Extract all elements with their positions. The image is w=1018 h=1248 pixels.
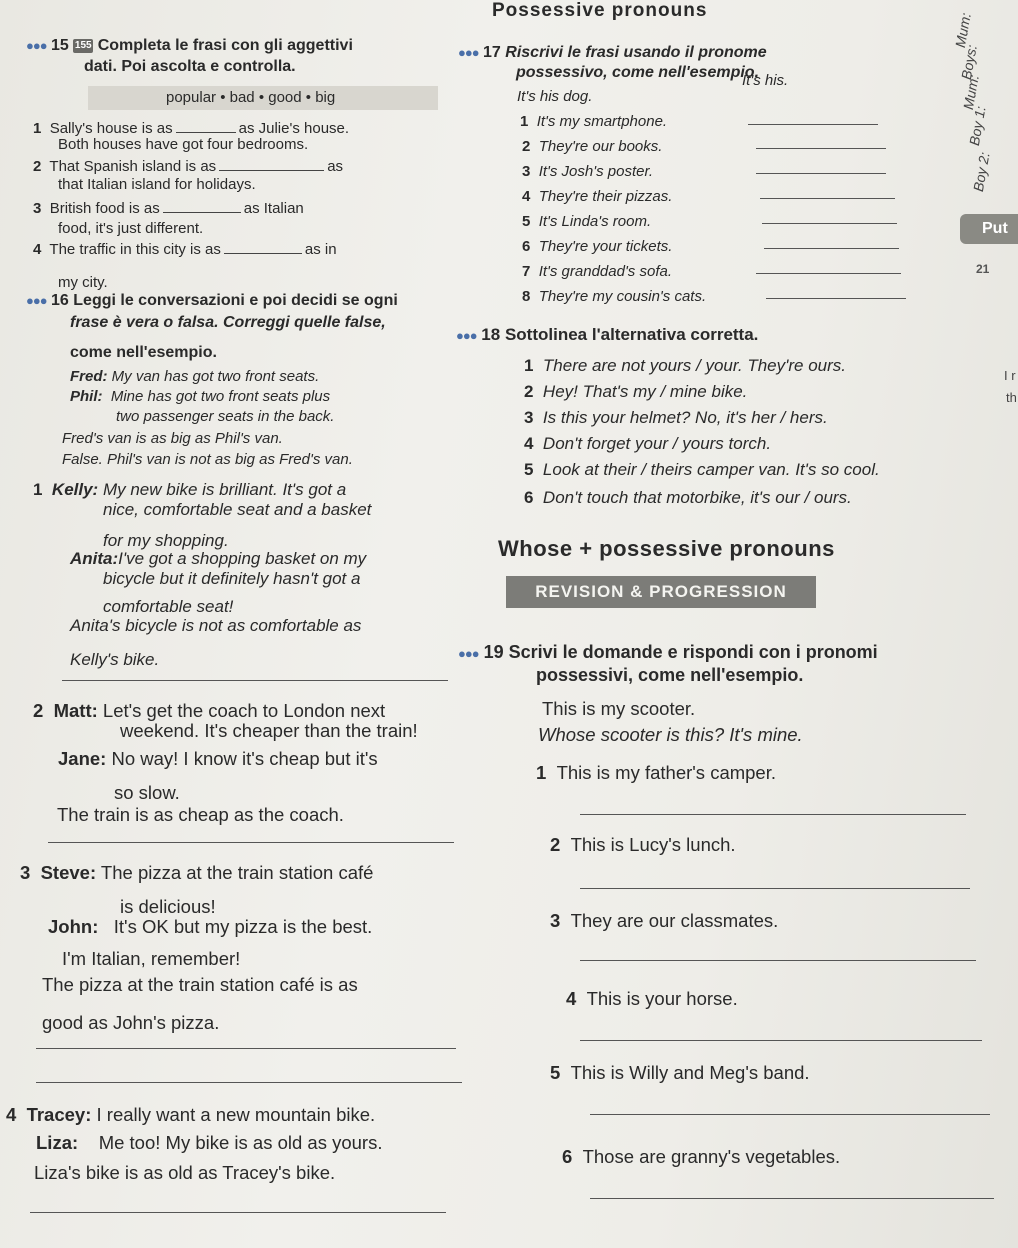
ex16-dialog-3-line-2: is delicious! [120,896,216,917]
item-number: 2 [524,382,534,401]
ex16-instruction-3: come nell'esempio. [70,344,217,361]
item-text: They're their pizzas. [538,188,673,205]
item-number: 3 [33,200,42,217]
ex16-answer-line-4[interactable] [30,1212,446,1213]
ex19-answer-line-1[interactable] [580,814,966,815]
ex19-instruction-2: possessivi, come nell'esempio. [536,665,804,685]
item-text[interactable]: Don't forget your / yours torch. [542,434,772,453]
item-text: They're our books. [538,138,663,155]
ex19-answer-line-3[interactable] [580,960,976,961]
ex17-header [458,44,767,62]
item-number: 6 [522,238,531,255]
ex19-instruction-1: Scrivi le domande e rispondi con i pronomi [508,642,878,662]
ex19-item-5 [550,1062,810,1084]
revision-label: REVISION & PROGRESSION [535,582,787,601]
ex16-dialog-3-line-1 [20,862,373,884]
ex17-item-4 [522,188,672,205]
ex19-item-1 [536,762,776,784]
ex16-dialog-4-line-2 [36,1132,382,1154]
ex15-words: popular • bad • good • big [166,89,336,106]
item-number: 2 [550,834,561,855]
item-text[interactable]: Hey! That's my / mine bike. [542,382,748,401]
ex16-dialog-1-line-1 [33,480,346,500]
ex17-answer-line-7[interactable] [756,273,901,274]
item-text[interactable]: Is this your helmet? No, it's her / hers. [542,408,828,427]
ex15-item-1 [33,120,349,137]
item-number: 4 [566,988,577,1009]
item-number: 1 [524,356,534,375]
ex15-instruction-2: dati. Poi ascolta e controlla. [84,58,296,75]
ex16-number: 16 [51,292,69,309]
ex15-item-2 [33,158,343,175]
ex16-instruction-1: Leggi le conversazioni e poi decidi se ogni [73,292,398,309]
ex16-dialog-1-statement-1: Anita's bicycle is not as comfortable as [70,616,362,635]
ex16-dialog-3-line-4: I'm Italian, remember! [62,948,241,969]
speaker: Phil: [70,388,103,405]
ex16-example-statement: Fred's van is as big as Phil's van. [62,430,283,447]
item-text-b: as Julie's house. [238,120,350,137]
ex19-answer-line-4[interactable] [580,1040,982,1041]
ex15-item-4-cont: my city. [58,274,108,291]
difficulty-dots-icon: ●●● [458,646,479,661]
item-number: 1 [33,480,43,499]
item-number: 4 [33,241,42,258]
item-number: 6 [562,1146,573,1167]
ex16-dialog-1-statement-2: Kelly's bike. [70,650,160,669]
speaker: Jane: [58,748,107,769]
side-put-tab [960,214,1018,244]
side-boy-2: Boy 2: [970,150,993,193]
ex16-dialog-3-statement-1: The pizza at the train station café is as [42,974,358,995]
ex17-example-answer: It's his. [742,72,789,89]
ex16-dialog-3-statement-2: good as John's pizza. [42,1012,220,1033]
ex16-example-line-2 [70,388,330,405]
ex17-item-2 [522,138,662,155]
item-text: This is Lucy's lunch. [570,834,736,855]
speech: No way! I know it's cheap but it's [111,748,378,769]
speech: My van has got two front seats. [111,368,320,385]
ex17-item-5 [522,213,651,230]
item-number: 3 [550,910,561,931]
item-number: 5 [550,1062,561,1083]
ex17-item-3 [522,163,653,180]
ex15-number: 15 [51,37,69,54]
ex18-item-2 [524,382,747,402]
item-text[interactable]: Look at their / theirs camper van. It's so cool. [542,460,880,479]
answer-blank[interactable] [224,242,302,254]
ex16-dialog-2-line-2: weekend. It's cheaper than the train! [120,720,418,741]
item-text: This is Willy and Meg's band. [570,1062,810,1083]
audio-track-number: 155 [74,39,92,51]
side-fragment-2: th [1006,390,1017,405]
item-number: 8 [522,288,531,305]
speech: Let's get the coach to London next [102,700,386,721]
speaker: Anita: [70,549,119,568]
ex17-item-1 [520,113,667,130]
ex18-item-1 [524,356,846,376]
ex18-instruction: Sottolinea l'alternativa corretta. [504,325,759,344]
item-number: 5 [524,460,534,479]
ex18-item-4 [524,434,771,454]
revision-progression-band [506,576,816,608]
ex15-item-3 [33,200,304,217]
ex19-number: 19 [483,642,504,662]
item-number: 2 [33,700,44,721]
ex17-item-7 [522,263,672,280]
item-number: 2 [522,138,531,155]
ex19-example-answer: Whose scooter is this? It's mine. [538,724,803,745]
item-text: This is your horse. [586,988,738,1009]
ex18-item-3 [524,408,828,428]
side-boys: Boys: [958,43,980,81]
ex18-header [456,325,758,345]
speech: It's OK but my pizza is the best. [113,916,373,937]
ex17-item-6 [522,238,672,255]
answer-blank[interactable] [163,201,241,213]
item-number: 3 [524,408,534,427]
ex17-answer-line-5[interactable] [762,223,897,224]
side-put-label: Put [982,220,1008,237]
ex19-example-question: This is my scooter. [542,698,696,719]
item-text[interactable]: There are not yours / your. They're ours. [542,356,846,375]
ex16-example-line-3: two passenger seats in the back. [116,408,335,425]
ex18-item-5 [524,460,880,480]
ex16-dialog-1-line-4 [70,549,366,569]
item-text: They are our classmates. [570,910,779,931]
speaker: Kelly: [51,480,99,499]
speaker: Tracey: [26,1104,92,1125]
ex19-item-2 [550,834,736,856]
page-title: Possessive pronouns [492,0,708,21]
difficulty-dots-icon: ●●● [26,38,47,53]
speaker: John: [48,916,99,937]
item-number: 1 [520,113,529,130]
item-number: 2 [33,158,42,175]
ex17-answer-line-6[interactable] [764,248,899,249]
ex16-dialog-2-statement: The train is as cheap as the coach. [57,804,344,825]
ex17-instruction-1: Riscrivi le frasi usando il pronome [505,44,767,61]
section-title-whose: Whose + possessive pronouns [498,536,835,561]
speaker: Liza: [36,1132,79,1153]
ex16-dialog-1-line-6: comfortable seat! [103,597,234,616]
ex17-example-question: It's his dog. [517,88,593,105]
ex19-item-3 [550,910,778,932]
difficulty-dots-icon: ●●● [26,293,47,308]
side-number-21: 21 [976,262,990,276]
ex16-answer-line-3[interactable] [36,1048,456,1049]
ex16-answer-line-3b[interactable] [36,1082,462,1083]
ex19-answer-line-6[interactable] [590,1198,994,1199]
ex16-dialog-2-line-3 [58,748,378,770]
speech: Me too! My bike is as old as yours. [98,1132,383,1153]
side-mum-2: Mum: [960,73,982,111]
item-text-b: as Italian [243,200,304,217]
speech: I really want a new mountain bike. [96,1104,376,1125]
ex16-dialog-2-line-1 [33,700,385,722]
ex18-item-6 [524,488,852,508]
ex15-header [26,37,353,55]
ex17-answer-line-2[interactable] [756,148,886,149]
ex17-answer-line-1[interactable] [748,124,878,125]
ex16-answer-line-1[interactable] [62,680,448,681]
item-text[interactable]: Don't touch that motorbike, it's our / ours. [542,488,852,507]
ex15-word-box [88,86,438,110]
difficulty-dots-icon: ●●● [458,45,479,60]
ex19-answer-line-2[interactable] [580,888,970,889]
side-fragment-1: I r [1004,368,1016,383]
item-text-b: as in [304,241,337,258]
ex16-example-line-1 [70,368,319,385]
ex16-dialog-4-line-1 [6,1104,375,1126]
item-text: They're my cousin's cats. [538,288,707,305]
item-text: This is my father's camper. [556,762,777,783]
ex16-instruction-2: frase è vera o falsa. Correggi quelle false, [70,314,386,331]
ex16-dialog-4-statement: Liza's bike is as old as Tracey's bike. [34,1162,336,1183]
item-text-a: British food is as [49,200,160,217]
side-mum-1: Mum: [952,11,974,49]
ex17-answer-line-8[interactable] [766,298,906,299]
ex16-dialog-1-line-3: for my shopping. [103,531,229,550]
ex17-answer-line-3[interactable] [756,173,886,174]
item-text: It's Josh's poster. [538,163,654,180]
item-text: It's Linda's room. [538,213,652,230]
item-number: 1 [536,762,547,783]
ex16-dialog-3-line-3 [48,916,372,938]
speech: I've got a shopping basket on my [118,549,367,568]
item-number: 1 [33,120,42,137]
speaker: Fred: [70,368,108,385]
item-number: 3 [20,862,31,883]
ex16-answer-line-2[interactable] [48,842,454,843]
ex17-answer-line-4[interactable] [760,198,895,199]
ex17-number: 17 [483,44,501,61]
ex15-item-2-cont: that Italian island for holidays. [58,176,256,193]
item-number: 4 [522,188,531,205]
item-number: 3 [522,163,531,180]
ex18-number: 18 [481,325,501,344]
speaker: Steve: [40,862,97,883]
ex16-dialog-2-line-4: so slow. [114,782,180,803]
ex19-header [458,642,878,663]
item-text-b: as [327,158,344,175]
ex15-item-3-cont: food, it's just different. [58,220,204,237]
ex19-item-4 [566,988,738,1010]
difficulty-dots-icon: ●●● [456,328,477,343]
item-text: Those are granny's vegetables. [582,1146,841,1167]
answer-blank[interactable] [176,121,236,133]
ex17-instruction-2: possessivo, come nell'esempio. [516,64,760,81]
speech: The pizza at the train station café [100,862,374,883]
ex16-example-answer: False. Phil's van is not as big as Fred's van. [62,451,353,468]
audio-track-icon [73,39,93,53]
speech: Mine has got two front seats plus [110,388,331,405]
ex17-item-8 [522,288,706,305]
item-text-a: Sally's house is as [49,120,173,137]
item-number: 4 [6,1104,17,1125]
speech: My new bike is brilliant. It's got a [102,480,347,499]
speaker: Matt: [53,700,98,721]
item-text: They're your tickets. [538,238,673,255]
ex15-item-1-cont: Both houses have got four bedrooms. [58,136,309,153]
side-boy-1: Boy 1: [966,104,989,147]
item-number: 6 [524,488,534,507]
item-number: 4 [524,434,534,453]
ex15-item-4 [33,241,337,258]
item-text-a: That Spanish island is as [49,158,217,175]
ex16-dialog-1-line-2: nice, comfortable seat and a basket [103,500,372,519]
item-text: It's my smartphone. [536,113,668,130]
answer-blank[interactable] [219,159,324,171]
ex16-header [26,292,398,310]
ex19-item-6 [562,1146,840,1168]
item-number: 5 [522,213,531,230]
ex15-instruction-1: Completa le frasi con gli aggettivi [97,37,353,54]
item-text-a: The traffic in this city is as [49,241,221,258]
ex16-dialog-1-line-5: bicycle but it definitely hasn't got a [103,569,361,588]
item-number: 7 [522,263,531,280]
item-text: It's granddad's sofa. [538,263,672,280]
ex19-answer-line-5[interactable] [590,1114,990,1115]
